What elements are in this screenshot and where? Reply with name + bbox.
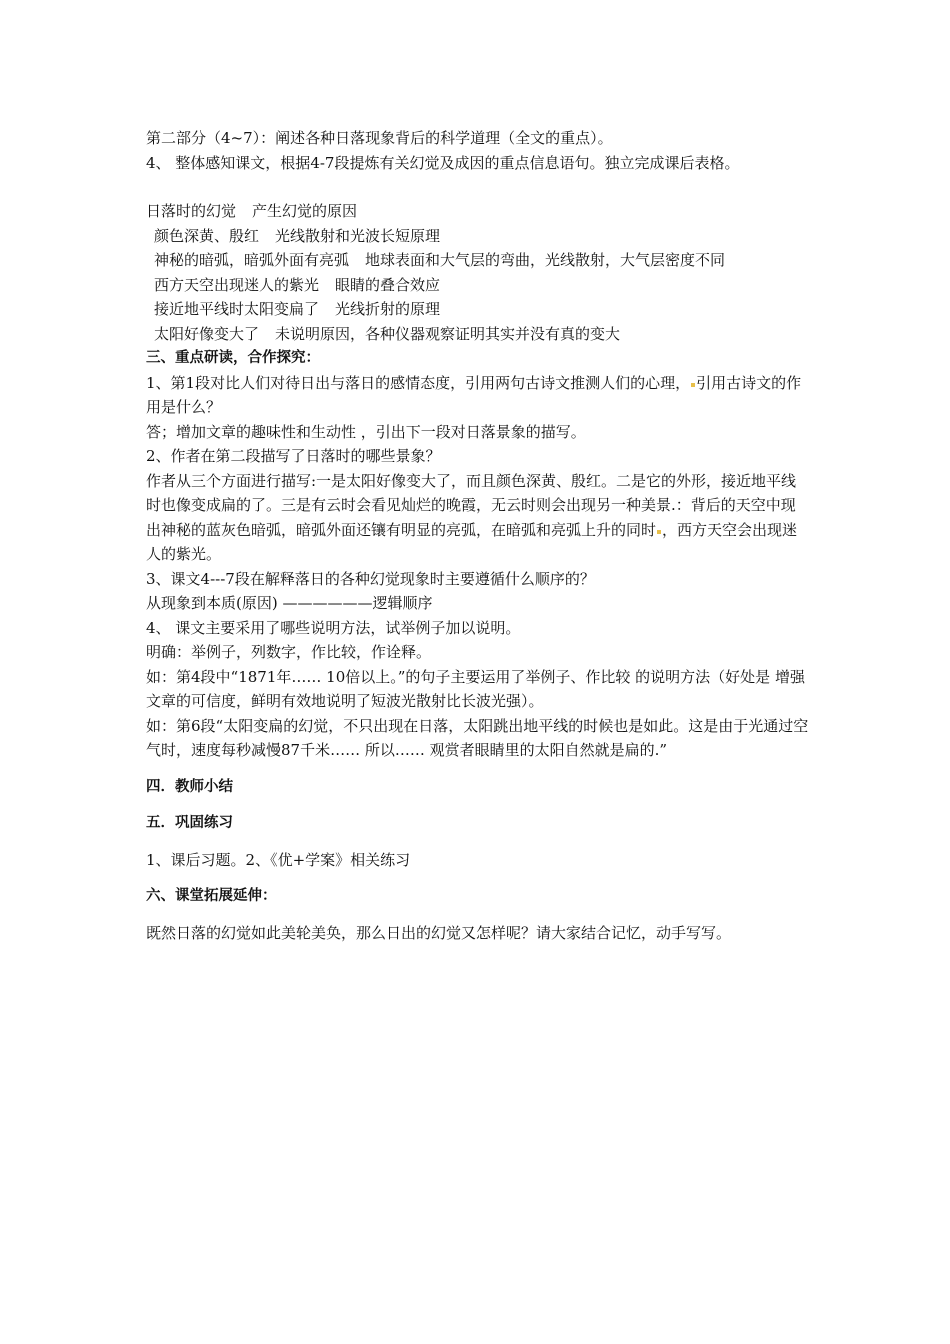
question-four: 4、 课文主要采用了哪些说明方法，试举例子加以说明。 [146,618,521,637]
table-header [146,199,890,224]
table-cell-illusion: 太阳好像变大了 [154,324,260,343]
question-one-text-continued: 引用古诗文的作用是什么？ [146,373,802,416]
question-two: 2、作者在第二段描写了日落时的哪些景象？ [146,447,441,465]
highlight-mark [657,530,661,534]
table-cell-illusion: 神秘的暗弧，暗弧外面有亮弧 [154,251,350,269]
section-five-text: 1、课后习题。2、《优+学案》相关练习 [146,850,411,869]
section-three-heading: 三、重点研读，合作探究： [146,350,320,366]
example-two: 如：第6段“太阳变扁的幻觉，不只出现在日落，太阳跳出地平线的时候也是如此。这是由于光通过空气时，速度每秒减慢87千米…… 所以…… 观赏者眼睛里的太阳自然就是扁的.” [146,716,809,759]
question-one [146,371,810,420]
answer-three: 从现象到本质(原因) ——————逻辑顺序 [146,594,433,612]
table-cell-illusion: 西方天空出现迷人的紫光 [154,275,320,294]
answer-two [146,469,810,567]
table-cell-cause: 光线散射和光波长短原理 [275,226,441,245]
table-row [146,297,890,322]
section-five-heading: 五．巩固练习 [146,815,233,831]
table-header-cause: 产生幻觉的原因 [252,202,358,220]
question-three: 3、课文4---7段在解释落日的各种幻觉现象时主要遵循什么顺序的？ [146,569,595,588]
table-row [146,273,890,298]
table-cell-illusion: 颜色深黄、殷红 [154,226,260,245]
table-cell-illusion: 接近地平线时太阳变扁了 [154,300,320,318]
table-cell-cause: 地球表面和大气层的弯曲，光线散射，大气层密度不同 [365,251,726,269]
part-two-line: 第二部分（4~7）：阐述各种日落现象背后的科学道理（全文的重点）。 [146,129,613,147]
table-row [146,322,890,347]
question-one-text: 1、第1段对比人们对待日出与落日的感情态度，引用两句古诗文推测人们的心理， [146,373,691,392]
spacer [146,175,890,199]
answer-one: 答；增加文章的趣味性和生动性 ，引出下一段对日落景象的描写。 [146,422,586,441]
table-cell-cause: 未说明原因，各种仪器观察证明其实并没有真的变大 [275,324,621,343]
table-cell-cause: 光线折射的原理 [335,300,441,318]
answer-two-text: 作者从三个方面进行描写:一是太阳好像变大了，而且颜色深黄、殷红。二是它的外形，接近地平线时也像变成扁的了。三是有云时会看见灿烂的晚霞，无云时则会出现另一种美景.：背后的天空中现出神秘的蓝灰色暗弧，暗弧外面还镶有明显的亮弧，在暗弧和亮弧上升的同时 [146,471,797,539]
section-six-text: 既然日落的幻觉如此美轮美奂，那么日出的幻觉又怎样呢？请大家结合记忆，动手写写。 [146,923,732,942]
answer-two-text-continued: ，西方天空会出现迷人的紫光。 [146,520,798,563]
table-header-illusion: 日落时的幻觉 [146,202,237,220]
section-six-heading: 六、课堂拓展延伸： [146,888,277,904]
task-four-line: 4、 整体感知课文，根据4-7段提炼有关幻觉及成因的重点信息语句。独立完成课后表格。 [146,153,740,172]
illusion-table [146,199,890,346]
table-row [146,224,890,249]
section-four-heading: 四．教师小结 [146,778,233,795]
highlight-mark [691,383,695,387]
answer-four: 明确：举例子，列数字，作比较，作诠释。 [146,643,432,661]
table-cell-cause: 眼睛的叠合效应 [335,275,441,294]
table-row [146,248,890,273]
example-one: 如：第4段中“1871年…… 10倍以上。”的句子主要运用了举例子、作比较 的说明方法（好处是 增强文章的可信度，鲜明有效地说明了短波光散射比长波光强）。 [146,667,805,710]
